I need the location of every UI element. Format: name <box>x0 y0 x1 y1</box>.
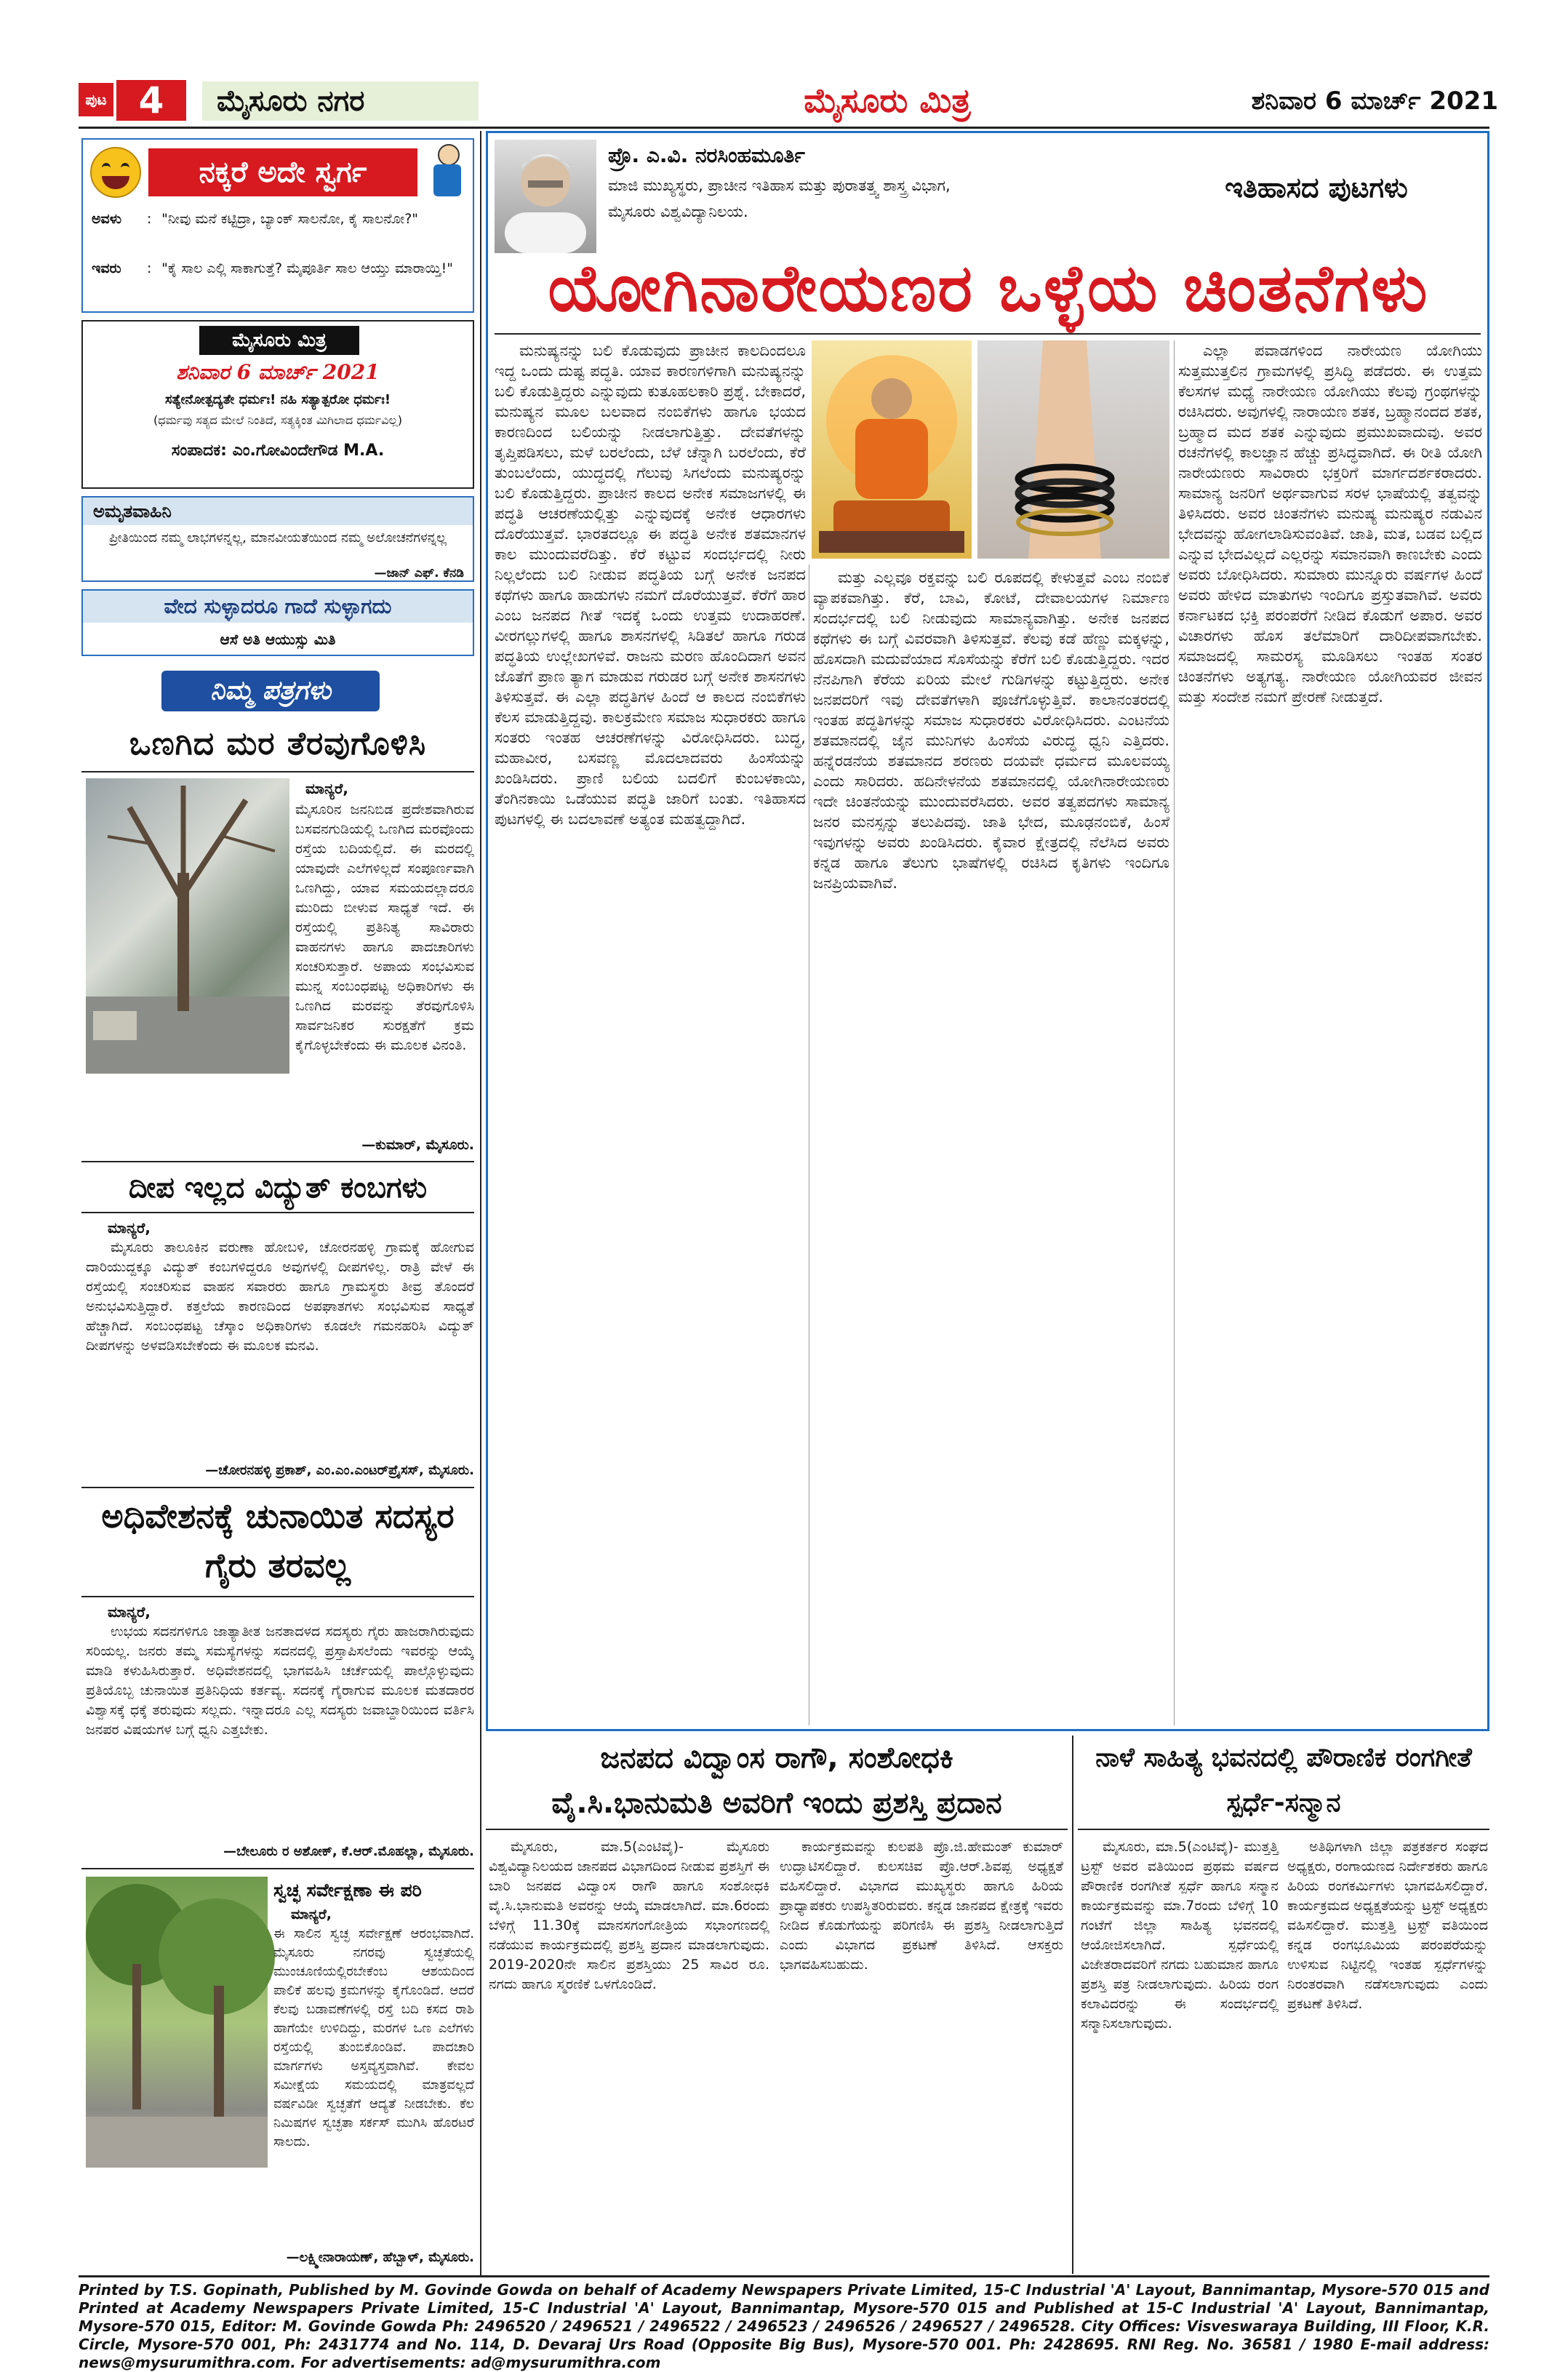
humor-text: "ಕೈ ಸಾಲ ಎಲ್ಲಿ ಸಾಕಾಗುತ್ತೆ? ಮೈಪೂರ್ತಿ ಸಾಲ ಆಯ್ತು ಮಾರಾಯ್ತಿ!" <box>161 260 453 276</box>
info-motto-translation: (ಧರ್ಮವು ಸತ್ಯದ ಮೇಲೆ ನಿಂತಿದೆ, ಸತ್ಯಕ್ಕಿಂತ ಮಿಗಿಲಾದ ಧರ್ಮವಿಲ್ಲ) <box>153 413 402 427</box>
feature-headline: ಯೋಗಿನಾರೇಯಣರ ಒಳ್ಳೆಯ ಚಿಂತನೆಗಳು <box>548 250 1429 327</box>
letter-salutation: ಮಾನ್ಯರೆ, <box>291 1906 332 1922</box>
letter-salutation: ಮಾನ್ಯರೆ, <box>108 1603 151 1621</box>
story-headline <box>486 1736 1068 1830</box>
quote-title: ಅಮೃತವಾಹಿನಿ <box>83 498 473 525</box>
imprint-line: Printed by T.S. Gopinath, Published by M. Govinde Gowda on behalf of Academy Newspapers Private Limited, 15-C Industrial 'A' Layout, Bannimantap, Mysore-570 015 and Printed at Academy Newspapers Private Limited, 15-C Industrial 'A' Layout, Bannimantap, Mysore-570 015 and Published at 15-C Industrial 'A' Layout, Bannimantap, Mysore-570 015, Editor: M. Govinde Gowda Ph: 2496520 / 2496521 / 2496522 / 2496523 / 2496526 / 2496527 / 2496528. City Offices: Visveswaraya Building, III Floor, K.R. Circle, Mysore-570 001, Ph: 2431774 and No. 114, D. Devaraj Urs Road (Opposite Big Bus), Mysore-570 001. Ph: 2428695. RNI Reg. No. 36581 / 1980 E-mail address: news@mysurumithra.com. For advertisements: ad@mysurumithra.com <box>79 2281 1489 2371</box>
letter-signature: —ಬೇಲೂರು ರ ಅಶೋಕ್, ಕೆ.ಆರ್.ಮೊಹಲ್ಲಾ, ಮೈಸೂರು. <box>223 1844 474 1859</box>
humor-title: ನಕ್ಕರೆ ಅದೇ ಸ್ವರ್ಗ <box>148 148 417 196</box>
letter-salutation: ಮಾನ್ಯರೆ, <box>108 1219 151 1237</box>
section-title: ಮೈಸೂರು ನಗರ <box>202 81 479 121</box>
letter-title: ಅಧಿವೇಶನಕ್ಕೆ ಚುನಾಯಿತ ಸದಸ್ಯರ ಗೈರು ತರವಲ್ಲ <box>101 1496 455 1585</box>
humor-line-1: ಅವಳು : "ನೀವು ಮನೆ ಕಟ್ಟಿದ್ರಾ, ಬ್ಯಾಂಕ್ ಸಾಲನೋ, ಕೈ ಸಾಲನೋ?" <box>92 211 419 227</box>
humor-line-2: ಇವರು : "ಕೈ ಸಾಲ ಎಲ್ಲಿ ಸಾಕಾಗುತ್ತೆ? ಮೈಪೂರ್ತಿ ಸಾಲ ಆಯ್ತು ಮಾರಾಯ್ತಿ!" <box>92 260 453 276</box>
info-paper-name: ಮೈಸೂರು ಮಿತ್ರ <box>199 326 359 355</box>
page-number: 4 <box>138 79 164 121</box>
paper-name: ಮೈಸೂರು ಮಿತ್ರ <box>804 81 971 120</box>
speaker-label: ಇವರು <box>92 260 121 276</box>
letter-body: ಮೈಸೂರಿನ ಜನನಿಬಿಡ ಪ್ರದೇಶವಾಗಿರುವ ಬಸವನಗುಡಿಯಲ್ಲಿ ಒಣಗಿದ ಮರವೊಂದು ರಸ್ತೆಯ ಬದಿಯಲ್ಲಿದೆ. ಈ ಮರದಲ್ಲಿ ಯಾವುದೇ ಎಲೆಗಳಿಲ್ಲದೆ ಸಂಪೂರ್ಣವಾಗಿ ಒಣಗಿದ್ದು, ಯಾವ ಸಮಯದಲ್ಲಾದರೂ ಮುರಿದು ಬೀಳುವ ಸಾಧ್ಯತೆ ಇದೆ. ಈ ರಸ್ತೆಯಲ್ಲಿ ಪ್ರತಿನಿತ್ಯ ಸಾವಿರಾರು ವಾಹನಗಳು ಹಾಗೂ ಪಾದಚಾರಿಗಳು ಸಂಚರಿಸುತ್ತಾರೆ. ಅಪಾಯ ಸಂಭವಿಸುವ ಮುನ್ನ ಸಂಬಂಧಪಟ್ಟ ಅಧಿಕಾರಿಗಳು ಈ ಒಣಗಿದ ಮರವನ್ನು ತೆರವುಗೊಳಿಸಿ ಸಾರ್ವಜನಿಕರ ಸುರಕ್ಷತೆಗೆ ಕ್ರಮ ಕೈಗೊಳ್ಳಬೇಕೆಂದು ಈ ಮೂಲಕ ವಿನಂತಿ. <box>295 802 474 1053</box>
page-number-box <box>116 80 186 121</box>
saint-illustration <box>812 340 972 559</box>
humor-box <box>81 138 474 313</box>
editor-line <box>83 438 473 464</box>
person-icon <box>495 140 596 253</box>
street-trees-photo <box>86 1877 268 2168</box>
quote-box <box>81 496 474 582</box>
trees-icon <box>86 1877 268 2168</box>
story-body-column: ಮೈಸೂರು, ಮಾ.5(ಎಂಟಿವೈ)- ಮೈಸೂರು ವಿಶ್ವವಿದ್ಯಾನಿಲಯದ ಜಾನಪದ ವಿಭಾಗದಿಂದ ನೀಡುವ ಪ್ರಶಸ್ತಿಗೆ ಈ ಬಾರಿ ಜನಪದ ವಿದ್ವಾಂಸ ರಾಗೌ ಹಾಗೂ ಸಂಶೋಧಕಿ ವೈ.ಸಿ.ಭಾನುಮತಿ ಅವರನ್ನು ಆಯ್ಕೆ ಮಾಡಲಾಗಿದೆ. ಮಾ.6ರಂದು ಬೆಳಿಗ್ಗೆ 11.30ಕ್ಕೆ ಮಾನಸಗಂಗೋತ್ರಿಯ ಸಭಾಂಗಣದಲ್ಲಿ ನಡೆಯುವ ಕಾರ್ಯಕ್ರಮದಲ್ಲಿ ಪ್ರಶಸ್ತಿ ಪ್ರದಾನ ಮಾಡಲಾಗುವುದು. 2019-2020ನೇ ಸಾಲಿನ ಪ್ರಶಸ್ತಿಯು 25 ಸಾವಿರ ರೂ. ನಗದು ಹಾಗೂ ಸ್ಮರಣಿಕೆ ಒಳಗೊಂಡಿದೆ. <box>489 1839 769 1992</box>
bangles-icon <box>977 340 1169 559</box>
letter-signature: —ಲಕ್ಷ್ಮೀನಾರಾಯಣ್, ಹೆಬ್ಬಾಳ್, ಮೈಸೂರು. <box>286 2250 474 2265</box>
editor-label: ಸಂಪಾದಕ: <box>171 442 227 460</box>
saint-icon <box>812 340 972 559</box>
speaker-label: ಅವಳು <box>92 211 122 227</box>
editor-name: ಎಂ.ಗೋವಿಂದೇಗೌಡ M.A. <box>232 442 385 460</box>
letter-body: ಈ ಸಾಲಿನ ಸ್ವಚ್ಛ ಸರ್ವೇಕ್ಷಣೆ ಆರಂಭವಾಗಿದೆ. ಮೈಸೂರು ನಗರವು ಸ್ವಚ್ಛತೆಯಲ್ಲಿ ಮುಂಚೂಣಿಯಲ್ಲಿರಬೇಕೆಂಬ ಆಶಯದಿಂದ ಪಾಲಿಕೆ ಹಲವು ಕ್ರಮಗಳನ್ನು ಕೈಗೊಂಡಿದೆ. ಆದರೆ ಕೆಲವು ಬಡಾವಣೆಗಳಲ್ಲಿ ರಸ್ತೆ ಬದಿ ಕಸದ ರಾಶಿ ಹಾಗೆಯೇ ಉಳಿದಿದ್ದು, ಮರಗಳ ಒಣ ಎಲೆಗಳು ರಸ್ತೆಯಲ್ಲಿ ತುಂಬಿಕೊಂಡಿವೆ. ಪಾದಚಾರಿ ಮಾರ್ಗಗಳು ಅಸ್ತವ್ಯಸ್ತವಾಗಿವೆ. ಕೇವಲ ಸಮೀಕ್ಷೆಯ ಸಮಯದಲ್ಲಿ ಮಾತ್ರವಲ್ಲದೆ ವರ್ಷವಿಡೀ ಸ್ವಚ್ಛತೆಗೆ ಆದ್ಯತೆ ನೀಡಬೇಕು. ಕೆಲ ನಿಮಿಷಗಳ ಸ್ವಚ್ಛತಾ ಸರ್ಕಸ್ ಮುಗಿಸಿ ಹೊರಟರೆ ಸಾಲದು. <box>273 1926 474 2149</box>
proverb-box <box>81 589 474 656</box>
proverb-text: ಆಸೆ ಅತಿ ಆಯುಸ್ಸು ಮಿತಿ <box>220 631 336 648</box>
quote-text: ಪ್ರೀತಿಯಿಂದ ನಮ್ಮ ಲಾಭಗಳನ್ನಲ್ಲ, ಮಾನವೀಯತೆಯಿಂದ ನಮ್ಮ ಅಲೋಚನೆಗಳನ್ನಲ್ಲ <box>109 530 447 546</box>
info-box <box>81 320 474 489</box>
author-name: ಪ್ರೊ. ಎ.ವಿ. ನರಸಿಂಹಮೂರ್ತಿ <box>608 143 805 167</box>
humor-text: "ನೀವು ಮನೆ ಕಟ್ಟಿದ್ರಾ, ಬ್ಯಾಂಕ್ ಸಾಲನೋ, ಕೈ ಸಾಲನೋ?" <box>161 211 419 227</box>
proverb-title: ವೇದ ಸುಳ್ಳಾದರೂ ಗಾದೆ ಸುಳ್ಳಾಗದು <box>83 591 473 623</box>
info-motto: ಸತ್ಯೇನೋತ್ಪದ್ಯತೇ ಧರ್ಮಃ! ನಹಿ ಸತ್ಯಾತ್ಪರೋ ಧರ್ಮಃ! <box>164 392 391 407</box>
story-body-column: ಅತಿಥಿಗಳಾಗಿ ಜಿಲ್ಲಾ ಪತ್ರಕರ್ತರ ಸಂಘದ ಅಧ್ಯಕ್ಷರು, ರಂಗಾಯಣದ ನಿರ್ದೇಶಕರು ಹಾಗೂ ಹಿರಿಯ ರಂಗಕರ್ಮಿಗಳು ಭಾಗವಹಿಸಲಿದ್ದಾರೆ. ಕಾರ್ಯಕ್ರಮದ ಅಧ್ಯಕ್ಷತೆಯನ್ನು ಟ್ರಸ್ಟ್ ಅಧ್ಯಕ್ಷರು ವಹಿಸಲಿದ್ದಾರೆ. ಮುತ್ತತ್ತಿ ಟ್ರಸ್ಟ್ ವತಿಯಿಂದ ಕನ್ನಡ ರಂಗಭೂಮಿಯ ಪರಂಪರೆಯನ್ನು ಉಳಿಸುವ ನಿಟ್ಟಿನಲ್ಲಿ ಇಂತಹ ಸ್ಪರ್ಧೆಗಳನ್ನು ನಿರಂತರವಾಗಿ ನಡೆಸಲಾಗುವುದು ಎಂದು ಪ್ರಕಟಣೆ ತಿಳಿಸಿದೆ. <box>1287 1839 1488 2012</box>
quote-author: —ಜಾನ್ ಎಫ್. ಕೆನಡಿ <box>374 566 464 580</box>
masthead-date: ಶನಿವಾರ 6 ಮಾರ್ಚ್ 2021 <box>1251 87 1498 116</box>
author-photo <box>495 140 596 253</box>
dry-tree-photo <box>86 778 289 1074</box>
letter-signature: —ಚೋರನಹಳ್ಳಿ ಪ್ರಕಾಶ್, ಎಂ.ಎಂ.ಎಂಟರ್‌ಪ್ರೈಸಸ್, ಮೈಸೂರು. <box>205 1463 474 1478</box>
masthead <box>0 79 1568 124</box>
story-body-column: ಕಾರ್ಯಕ್ರಮವನ್ನು ಕುಲಪತಿ ಪ್ರೊ.ಜಿ.ಹೇಮಂತ್ ಕುಮಾರ್ ಉದ್ಘಾಟಿಸಲಿದ್ದಾರೆ. ಕುಲಸಚಿವ ಪ್ರೊ.ಆರ್.ಶಿವಪ್ಪ ಅಧ್ಯಕ್ಷತೆ ವಹಿಸಲಿದ್ದಾರೆ. ವಿಭಾಗದ ಮುಖ್ಯಸ್ಥರು ಹಾಗೂ ಹಿರಿಯ ಪ್ರಾಧ್ಯಾಪಕರು ಉಪಸ್ಥಿತರಿರುವರು. ಕನ್ನಡ ಜಾನಪದ ಕ್ಷೇತ್ರಕ್ಕೆ ಇವರು ನೀಡಿದ ಕೊಡುಗೆಯನ್ನು ಪರಿಗಣಿಸಿ ಈ ಪ್ರಶಸ್ತಿ ನೀಡಲಾಗುತ್ತಿದೆ ಎಂದು ವಿಭಾಗದ ಪ್ರಕಟಣೆ ತಿಳಿಸಿದೆ. ಆಸಕ್ತರು ಭಾಗವಹಿಸಬಹುದು. <box>780 1839 1063 1973</box>
column-name: ಇತಿಹಾಸದ ಪುಟಗಳು <box>1225 172 1408 204</box>
page-label: ಪುಟ <box>85 91 107 108</box>
story-headline-line-2: ವೈ.ಸಿ.ಭಾನುಮತಿ ಅವರಿಗೆ ಇಂದು ಪ್ರಶಸ್ತಿ ಪ್ರದಾನ <box>551 1786 1002 1820</box>
laughing-face-icon <box>90 147 141 198</box>
letter-salutation: ಮಾನ್ಯರೆ, <box>305 780 348 797</box>
letter-body: ಉಭಯ ಸದನಗಳಿಗೂ ಜಾತ್ಯಾತೀತ ಜನತಾದಳದ ಸದಸ್ಯರು ಗೈರು ಹಾಜರಾಗಿರುವುದು ಸರಿಯಲ್ಲ. ಜನರು ತಮ್ಮ ಸಮಸ್ಯೆಗಳನ್ನು ಸದನದಲ್ಲಿ ಪ್ರಸ್ತಾಪಿಸಲೆಂದು ಇವರನ್ನು ಆಯ್ಕೆ ಮಾಡಿ ಕಳುಹಿಸಿರುತ್ತಾರೆ. ಅಧಿವೇಶನದಲ್ಲಿ ಭಾಗವಹಿಸಿ ಚರ್ಚೆಯಲ್ಲಿ ಪಾಲ್ಗೊಳ್ಳುವುದು ಪ್ರತಿಯೊಬ್ಬ ಚುನಾಯಿತ ಪ್ರತಿನಿಧಿಯ ಕರ್ತವ್ಯ. ಸದನಕ್ಕೆ ಗೈರಾಗುವ ಮೂಲಕ ಮತದಾರರ ವಿಶ್ವಾಸಕ್ಕೆ ಧಕ್ಕೆ ತರುವುದು ಸಲ್ಲದು. ಇನ್ನಾದರೂ ಎಲ್ಲ ಸದಸ್ಯರು ಜವಾಬ್ದಾರಿಯಿಂದ ವರ್ತಿಸಿ ಜನಪರ ವಿಷಯಗಳ ಬಗ್ಗೆ ಧ್ವನಿ ಎತ್ತಬೇಕು. <box>86 1624 474 1738</box>
letter-title: ಒಣಗಿದ ಮರ ತೆರವುಗೊಳಿಸಿ <box>129 725 427 762</box>
letters-header-label: ನಿಮ್ಮ ಪತ್ರಗಳು <box>161 671 380 711</box>
cartoon-figure-icon <box>425 144 468 202</box>
author-description: ಮಾಜಿ ಮುಖ್ಯಸ್ಥರು, ಪ್ರಾಚೀನ ಇತಿಹಾಸ ಮತ್ತು ಪುರಾತತ್ತ್ವ ಶಾಸ್ತ್ರ ವಿಭಾಗ, <box>608 177 951 194</box>
letter-title: ಸ್ವಚ್ಛ ಸರ್ವೇಕ್ಷಣಾ ಈ ಪರಿ <box>273 1880 422 1901</box>
page-label-box <box>79 83 113 116</box>
story-headline-line-1: ಜನಪದ ವಿದ್ವಾಂಸ ರಾಗೌ, ಸಂಶೋಧಕಿ <box>600 1741 953 1775</box>
letter-title: ದೀಪ ಇಲ್ಲದ ವಿದ್ಯುತ್ ಕಂಬಗಳು <box>128 1171 428 1205</box>
author-description-2: ಮೈಸೂರು ವಿಶ್ವವಿದ್ಯಾನಿಲಯ. <box>608 203 748 220</box>
feature-body-column: ಎಲ್ಲಾ ಪವಾಡಗಳಿಂದ ನಾರೇಯಣ ಯೋಗಿಯು ಸುತ್ತಮುತ್ತಲಿನ ಗ್ರಾಮಗಳಲ್ಲಿ ಪ್ರಸಿದ್ಧಿ ಪಡೆದರು. ಈ ಉತ್ತಮ ಕೆಲಸಗಳ ಮಧ್ಯೆ ನಾರೇಯಣ ಯೋಗಿಯು ಕೆಲವು ಗ್ರಂಥಗಳನ್ನು ರಚಿಸಿದರು. ಅವುಗಳಲ್ಲಿ ನಾರಾಯಣ ಶತಕ, ಬ್ರಹ್ಮಾನಂದದ ಶತಕ, ಬ್ರಹ್ಮಾದ ಮದ ಶತಕ ಎನ್ನುವುದು ಪ್ರಮುಖವಾದುವು. ಅವರ ರಚನೆಗಳಲ್ಲಿ ಕಾಲಜ್ಞಾನ ಹೆಚ್ಚು ಪ್ರಸಿದ್ಧವಾಗಿದೆ. ಈ ರೀತಿ ಯೋಗಿ ನಾರೇಯಣರು ಸಾವಿರಾರು ಭಕ್ತರಿಗೆ ಮಾರ್ಗದರ್ಶಕರಾದರು. ಸಾಮಾನ್ಯ ಜನರಿಗೆ ಅರ್ಥವಾಗುವ ಸರಳ ಭಾಷೆಯಲ್ಲಿ ತತ್ವವನ್ನು ತಿಳಿಸಿದರು. ಅವರ ಚಿಂತನೆಗಳು ಮನುಷ್ಯ ಮನುಷ್ಯರ ನಡುವಿನ ಭೇದವನ್ನು ಹೋಗಲಾಡಿಸುವಂತಿವೆ. ಜಾತಿ, ಮತ, ಬಡವ ಬಲ್ಲಿದ ಎನ್ನುವ ಭೇದವಿಲ್ಲದೆ ಎಲ್ಲರನ್ನು ಸಮಾನವಾಗಿ ಕಾಣಬೇಕು ಎಂದು ಅವರು ಬೋಧಿಸಿದರು. ಸುಮಾರು ಮುನ್ನೂರು ವರ್ಷಗಳ ಹಿಂದೆ ಅವರು ಹೇಳಿದ ಮಾತುಗಳು ಇಂದಿಗೂ ಪ್ರಸ್ತುತವಾಗಿವೆ. ಅವರು ಕರ್ನಾಟಕದ ಭಕ್ತಿ ಪರಂಪರೆಗೆ ನೀಡಿದ ಕೊಡುಗೆ ಅಪಾರ. ಅವರ ವಿಚಾರಗಳು ಹೊಸ ತಲೆಮಾರಿಗೆ ದಾರಿದೀಪವಾಗಬೇಕು. ಸಮಾಜದಲ್ಲಿ ಸಾಮರಸ್ಯ ಮೂಡಿಸಲು ಇಂತಹ ಸಂತರ ಚಿಂತನೆಗಳು ಅತ್ಯಗತ್ಯ. ನಾರೇಯಣ ಯೋಗಿಯವರ ಜೀವನ ಮತ್ತು ಸಂದೇಶ ನಮಗೆ ಪ್ರೇರಣೆ ನೀಡುತ್ತದೆ. <box>1178 342 1482 706</box>
letters-header <box>81 666 474 717</box>
story-body-column: ಮೈಸೂರು, ಮಾ.5(ಎಂಟಿವೈ)- ಮುತ್ತತ್ತಿ ಟ್ರಸ್ಟ್ ಅವರ ವತಿಯಿಂದ ಪ್ರಥಮ ವರ್ಷದ ಪೌರಾಣಿಕ ರಂಗಗೀತೆ ಸ್ಪರ್ಧೆ ಹಾಗೂ ಸನ್ಮಾನ ಕಾರ್ಯಕ್ರಮವನ್ನು ಮಾ.7ರಂದು ಬೆಳಿಗ್ಗೆ 10 ಗಂಟೆಗೆ ಜಿಲ್ಲಾ ಸಾಹಿತ್ಯ ಭವನದಲ್ಲಿ ಆಯೋಜಿಸಲಾಗಿದೆ. ಸ್ಪರ್ಧೆಯಲ್ಲಿ ವಿಜೇತರಾದವರಿಗೆ ನಗದು ಬಹುಮಾನ ಹಾಗೂ ಪ್ರಶಸ್ತಿ ಪತ್ರ ನೀಡಲಾಗುವುದು. ಹಿರಿಯ ರಂಗ ಕಲಾವಿದರನ್ನು ಈ ಸಂದರ್ಭದಲ್ಲಿ ಸನ್ಮಾನಿಸಲಾಗುವುದು. <box>1081 1839 1279 2032</box>
bangles-photo <box>977 340 1169 559</box>
info-date: ಶನಿವಾರ 6 ಮಾರ್ಚ್ 2021 <box>176 360 380 384</box>
tree-icon <box>86 778 289 1074</box>
feature-body-column: ಮತ್ತು ಎಲ್ಲವೂ ರಕ್ತವನ್ನು ಬಲಿ ರೂಪದಲ್ಲಿ ಕೇಳುತ್ತವೆ ಎಂಬ ನಂಬಿಕೆ ವ್ಯಾಪಕವಾಗಿತ್ತು. ಕೆರೆ, ಬಾವಿ, ಕೋಟೆ, ದೇವಾಲಯಗಳ ನಿರ್ಮಾಣ ಸಂದರ್ಭದಲ್ಲಿ ಬಲಿ ನೀಡುವುದು ಸಾಮಾನ್ಯವಾಗಿತ್ತು. ಅನೇಕ ಜನಪದ ಕಥೆಗಳು ಈ ಬಗ್ಗೆ ವಿವರವಾಗಿ ತಿಳಿಸುತ್ತವೆ. ಕೆಲವು ಕಡೆ ಹೆಣ್ಣು ಮಕ್ಕಳನ್ನು, ಹೊಸದಾಗಿ ಮದುವೆಯಾದ ಸೊಸೆಯನ್ನು ಕೆರೆಗೆ ಬಲಿ ಕೊಡುತ್ತಿದ್ದರು. ಇದರ ನೆನಪಿಗಾಗಿ ಕೆರೆಯ ಏರಿಯ ಮೇಲೆ ಗುಡಿಗಳನ್ನು ಕಟ್ಟುತ್ತಿದ್ದರು. ಅನೇಕ ಜನಪದರಿಗೆ ಇವು ದೇವತೆಗಳಾಗಿ ಪೂಜೆಗೊಳ್ಳುತ್ತಿವೆ. ಕಾಲಾನಂತರದಲ್ಲಿ ಇಂತಹ ಪದ್ಧತಿಗಳನ್ನು ಸಮಾಜ ಸುಧಾರಕರು ವಿರೋಧಿಸಿದರು. ಎಂಟನೆಯ ಶತಮಾನದಲ್ಲಿ ಜೈನ ಮುನಿಗಳು ಹಿಂಸೆಯ ವಿರುದ್ಧ ಧ್ವನಿ ಎತ್ತಿದರು. ಹನ್ನೆರಡನೆಯ ಶತಮಾನದ ಶರಣರು ದಯವೇ ಧರ್ಮದ ಮೂಲವಯ್ಯ ಎಂದು ಸಾರಿದರು. ಹದಿನೇಳನೆಯ ಶತಮಾನದಲ್ಲಿ ಯೋಗಿನಾರೇಯಣರು ಇದೇ ಚಿಂತನೆಯನ್ನು ಮುಂದುವರೆಸಿದರು. ಅವರ ತತ್ವಪದಗಳು ಸಾಮಾನ್ಯ ಜನರ ಮನಸ್ಸನ್ನು ತಲುಪಿದವು. ಜಾತಿ ಭೇದ, ಮೂಢನಂಬಿಕೆ, ಹಿಂಸೆ ಇವುಗಳನ್ನು ಅವರು ಖಂಡಿಸಿದರು. ಕೈವಾರ ಕ್ಷೇತ್ರದಲ್ಲಿ ನೆಲೆಸಿದ ಅವರು ಕನ್ನಡ ಹಾಗೂ ತೆಲುಗು ಭಾಷೆಗಳಲ್ಲಿ ರಚಿಸಿದ ಕೃತಿಗಳು ಇಂದಿಗೂ ಜನಪ್ರಿಯವಾಗಿವೆ. <box>813 569 1169 892</box>
letter-body-continued <box>86 1077 474 1135</box>
letter-body: ಮೈಸೂರು ತಾಲೂಕಿನ ವರುಣಾ ಹೋಬಳಿ, ಚೋರನಹಳ್ಳಿ ಗ್ರಾಮಕ್ಕೆ ಹೋಗುವ ದಾರಿಯುದ್ದಕ್ಕೂ ವಿದ್ಯುತ್ ಕಂಬಗಳಿದ್ದರೂ ಅವುಗಳಲ್ಲಿ ದೀಪಗಳಿಲ್ಲ. ರಾತ್ರಿ ವೇಳೆ ಈ ರಸ್ತೆಯಲ್ಲಿ ಸಂಚರಿಸುವ ವಾಹನ ಸವಾರರು ಹಾಗೂ ಗ್ರಾಮಸ್ಥರು ತೀವ್ರ ತೊಂದರೆ ಅನುಭವಿಸುತ್ತಿದ್ದಾರೆ. ಕತ್ತಲೆಯ ಕಾರಣದಿಂದ ಅಪಘಾತಗಳು ಸಂಭವಿಸುವ ಸಾಧ್ಯತೆ ಹೆಚ್ಚಾಗಿದೆ. ಸಂಬಂಧಪಟ್ಟ ಚೆಸ್ಕಾಂ ಅಧಿಕಾರಿಗಳು ಕೂಡಲೇ ಗಮನಹರಿಸಿ ವಿದ್ಯುತ್ ದೀಪಗಳನ್ನು ಅಳವಡಿಸಬೇಕೆಂದು ಈ ಮೂಲಕ ಮನವಿ. <box>86 1239 474 1354</box>
story-headline: ನಾಳೆ ಸಾಹಿತ್ಯ ಭವನದಲ್ಲಿ ಪೌರಾಣಿಕ ರಂಗಗೀತೆ ಸ್ಪರ್ಧೆ-ಸನ್ಮಾನ <box>1078 1736 1489 1830</box>
feature-body-column: ಮನುಷ್ಯನನ್ನು ಬಲಿ ಕೊಡುವುದು ಪ್ರಾಚೀನ ಕಾಲದಿಂದಲೂ ಇದ್ದ ಒಂದು ದುಷ್ಟ ಪದ್ಧತಿ. ಯಾವ ಕಾರಣಗಳಿಗಾಗಿ ಮನುಷ್ಯನನ್ನು ಬಲಿ ಕೊಡುತ್ತಿದ್ದರು ಎನ್ನುವುದು ಕುತೂಹಲಕಾರಿ ಪ್ರಶ್ನೆ. ಬೇಕಾದರೆ, ಮನುಷ್ಯನ ಮೂಲ ಬಲವಾದ ನಂಬಿಕೆಗಳು ಹಾಗೂ ಭಯದ ಕಾರಣದಿಂದ ಬಲಿಯನ್ನು ನೀಡಲಾಗುತ್ತಿತ್ತು. ದೇವತೆಗಳನ್ನು ತೃಪ್ತಿಪಡಿಸಲು, ಮಳೆ ಬರಲೆಂದು, ಬೆಳೆ ಚೆನ್ನಾಗಿ ಬರಲೆಂದು, ಕೆರೆ ತುಂಬಲೆಂದು, ಯುದ್ಧದಲ್ಲಿ ಗೆಲುವು ಸಿಗಲೆಂದು ಮನುಷ್ಯರನ್ನು ಬಲಿ ಕೊಡುತ್ತಿದ್ದರು. ಪ್ರಾಚೀನ ಕಾಲದ ಅನೇಕ ಸಮಾಜಗಳಲ್ಲಿ ಈ ಪದ್ಧತಿ ಆಚರಣೆಯಲ್ಲಿತ್ತು ಎನ್ನುವುದಕ್ಕೆ ಅನೇಕ ಆಧಾರಗಳು ದೊರೆಯುತ್ತವೆ. ಭಾರತದಲ್ಲೂ ಈ ಪದ್ಧತಿ ಅನೇಕ ಶತಮಾನಗಳ ಕಾಲ ಮುಂದುವರೆದಿತ್ತು. ಕೆರೆ ಕಟ್ಟುವ ಸಂದರ್ಭದಲ್ಲಿ ನೀರು ನಿಲ್ಲಲೆಂದು ಬಲಿ ನೀಡುವ ಪದ್ಧತಿಯ ಬಗ್ಗೆ ಅನೇಕ ಜನಪದ ಕಥೆಗಳು ಹಾಗೂ ಹಾಡುಗಳು ನಮಗೆ ದೊರೆಯುತ್ತವೆ. ಕೆರೆಗೆ ಹಾರ ಎಂಬ ಜನಪದ ಗೀತೆ ಇದಕ್ಕೆ ಒಂದು ಉತ್ತಮ ಉದಾಹರಣೆ. ವೀರಗಲ್ಲುಗಳಲ್ಲಿ ಹಾಗೂ ಶಾಸನಗಳಲ್ಲಿ ಸಿಡಿತಲೆ ಹಾಗೂ ಗರುಡ ಪದ್ಧತಿಯ ಉಲ್ಲೇಖಗಳಿವೆ. ರಾಜನು ಮರಣ ಹೊಂದಿದಾಗ ಅವನ ಜೊತೆಗೆ ಪ್ರಾಣ ತ್ಯಾಗ ಮಾಡುವ ಗರುಡರ ಬಗ್ಗೆ ಅನೇಕ ಶಾಸನಗಳು ತಿಳಿಸುತ್ತವೆ. ಈ ಎಲ್ಲಾ ಪದ್ಧತಿಗಳ ಹಿಂದೆ ಆ ಕಾಲದ ನಂಬಿಕೆಗಳು ಕೆಲಸ ಮಾಡುತ್ತಿದ್ದವು. ಕಾಲಕ್ರಮೇಣ ಸಮಾಜ ಸುಧಾರಕರು ಹಾಗೂ ಸಂತರು ಇಂತಹ ಆಚರಣೆಗಳನ್ನು ವಿರೋಧಿಸಿದರು. ಬುದ್ಧ, ಮಹಾವೀರ, ಬಸವಣ್ಣ ಮೊದಲಾದವರು ಹಿಂಸೆಯನ್ನು ಖಂಡಿಸಿದರು. ಪ್ರಾಣಿ ಬಲಿಯ ಬದಲಿಗೆ ಕುಂಬಳಕಾಯಿ, ತೆಂಗಿನಕಾಯಿ ಒಡೆಯುವ ಪದ್ಧತಿ ಜಾರಿಗೆ ಬಂತು. ಇತಿಹಾಸದ ಪುಟಗಳಲ್ಲಿ ಈ ಬದಲಾವಣೆ ಅತ್ಯಂತ ಮಹತ್ವದ್ದಾಗಿದೆ. <box>495 342 806 828</box>
letter-signature: —ಕುಮಾರ್, ಮೈಸೂರು. <box>361 1137 474 1153</box>
